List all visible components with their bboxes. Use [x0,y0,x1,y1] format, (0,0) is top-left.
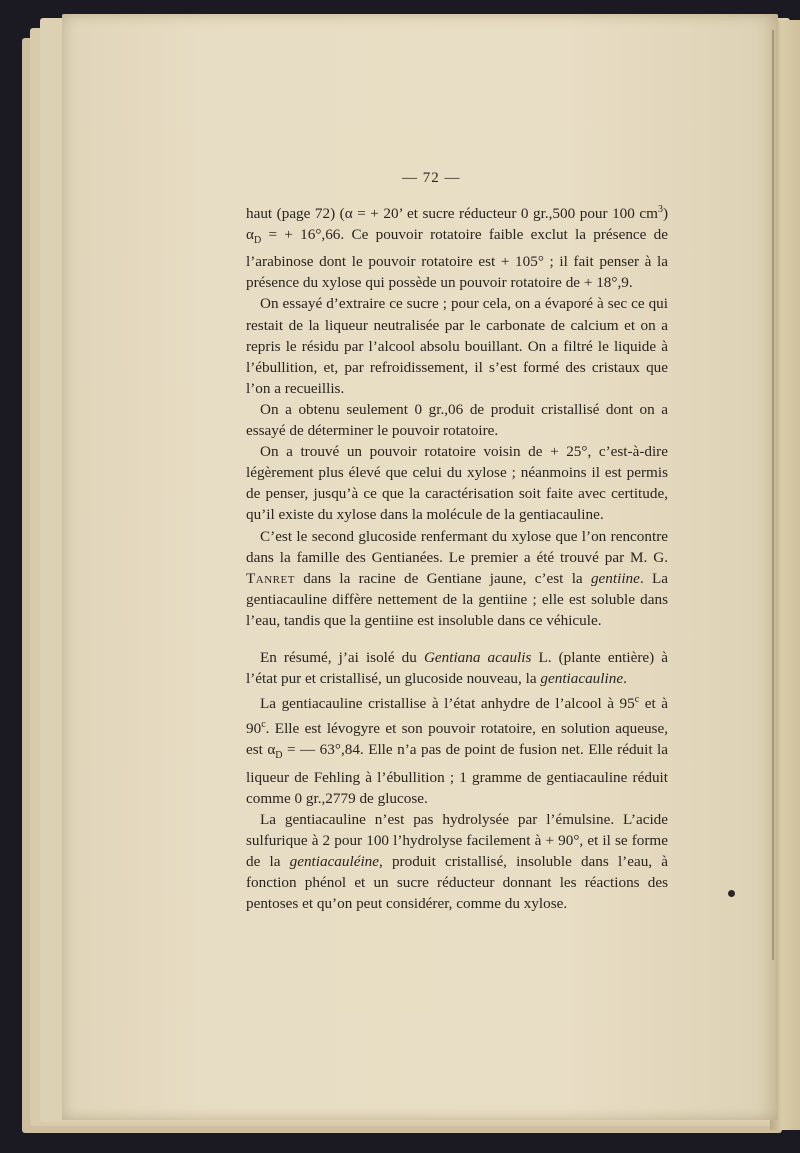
text-segment: dans la racine de Gentiane jaune, c’est la [294,569,591,587]
text-segment: D [253,235,262,247]
text-segment: En résumé, j’ai isolé du [260,648,424,666]
text-segment: Gentiana acaulis [423,648,532,666]
text-segment: On essayé d’extraire ce sucre ; pour cela, on a évaporé à sec ce qui restait de la liqueur neutralisée par le carbonate de calcium et on a repris le résidu par l’alcool absolu bouillant. On a filtré le liquide à l’ébullition, et, par refroidissement, il s’est formé des cristaux que l’on a recueillis. [246,295,668,397]
page-number: — 72 — [402,170,461,186]
paragraph-p5 [246,526,668,631]
text-segment: 3 [657,204,663,215]
paragraph-p1 [246,199,668,293]
ink-spot [728,890,735,897]
paragraph-p8 [246,809,668,914]
text-segment: gentiine [590,569,640,587]
text-segment: . Elle est lévogyre et son pouvoir rotatoire, en solution aqueuse, est α [246,720,668,759]
text-segment: La gentiacauline n’est pas hydrolysée par l’émulsine. L’acide sulfurique à 2 pour 100 l’hydrolyse facilement à + 90°, et il se forme de la [246,810,668,870]
text-segment: D [275,750,283,762]
text-segment: On a trouvé un pouvoir rotatoire voisin de + 25°, c’est-à-dire légèrement plus élevé que celui du xylose ; néanmoins il est permis de penser, jusqu’à ce que la caractérisation soit faite avec certitude, qu’il existe du xylose dans la molécule de la gentiacauline. [246,443,668,524]
text-segment: La gentiacauline cristallise à l’état anhydre de l’alcool à 95 [260,695,635,713]
page-text [246,199,668,914]
paragraph-p2 [246,293,668,398]
paragraph-p7 [246,689,668,809]
text-segment: c [634,694,640,706]
text-segment: . [623,670,627,688]
text-segment: gentiacauline [540,670,624,688]
text-segment: L. (plante entière) à l’état pur et cristallisé, un glucoside nouveau, la [246,648,668,688]
text-segment: c [261,719,266,731]
text-segment: . La gentiacauline diffère nettement de la gentiine ; elle est soluble dans l’eau, tandis que la gentiine est insoluble dans ce véhicule. [246,569,668,629]
text-segment: , produit cristallisé, insoluble dans l’eau, à fonction phénol et un sucre réducteur donnant les réactions des pentoses et qu’on peut considérer, comme du xylose. [246,852,668,913]
paragraph-gap [246,631,668,647]
text-segment: et à 90 [246,695,668,738]
paragraph-p4 [246,441,668,525]
text-segment: On a obtenu seulement 0 gr.,06 de produit cristallisé dont on a essayé de déterminer le pouvoir rotatoire. [246,400,668,440]
text-segment: haut (page 72) (α = + 20’ et sucre réducteur 0 gr.,500 pour 100 cm [246,205,658,223]
text-segment: gentiacauléine [289,852,380,870]
page-fold-line [772,30,774,960]
text-segment: = — 63°,84. Elle n’a pas de point de fusion net. Elle réduit la liqueur de Fehling à l’ébullition ; 1 gramme de gentiacauline réduit comme 0 gr.,2779 de glucose. [246,741,668,807]
paragraph-p3 [246,399,668,441]
paragraph-p6 [246,647,668,689]
text-segment: Tanret [246,569,295,587]
text-segment: = + 16°,66. Ce pouvoir rotatoire faible exclut la présence de l’arabinose dont le pouvoir rotatoire est + 105° ; il fait penser à la présence du xylose qui possède un pouvoir rotatoire de + 18°,9. [246,226,668,292]
text-segment: C’est le second glucoside renfermant du xylose que l’on rencontre dans la famille des Gentianées. Le premier a été trouvé par M. G. [246,527,668,566]
text-segment: ) α [246,205,668,244]
